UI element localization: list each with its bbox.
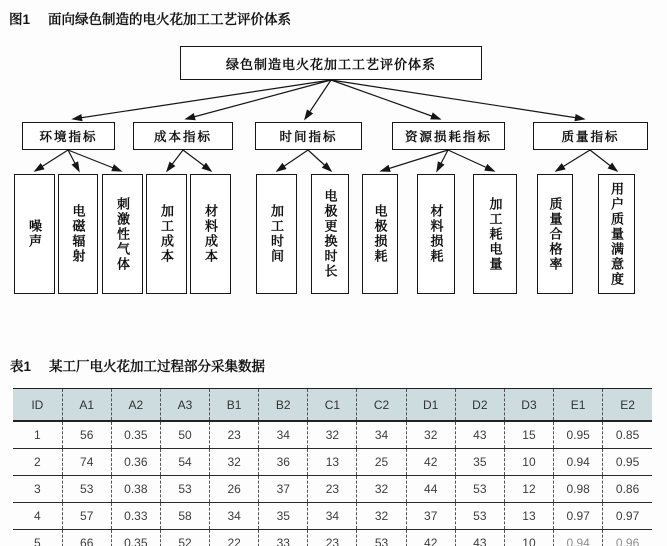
- table-cell: 34: [210, 503, 259, 530]
- table-row: [13, 421, 652, 449]
- table-caption: [10, 355, 265, 375]
- figure-title: 面向绿色制造的电火花加工工艺评价体系: [48, 12, 292, 27]
- table-row: [13, 476, 652, 503]
- table-cell: 43: [455, 530, 504, 546]
- diagram-leaf-irritant-gas: 刺激性气体: [102, 174, 143, 294]
- table-cell: 10: [504, 449, 553, 476]
- table-cell: 4: [13, 503, 62, 530]
- table-cell: 0.33: [111, 503, 160, 530]
- diagram-leaf-processing-cost: 加工成本: [146, 174, 187, 294]
- col-header-d2: D2: [455, 389, 504, 422]
- table-cell: 0.38: [111, 476, 160, 503]
- table-row: [13, 530, 652, 546]
- table-cell: 32: [308, 421, 357, 449]
- data-table: [13, 388, 652, 546]
- table-cell: 32: [406, 421, 455, 449]
- col-header-e2: E2: [603, 389, 652, 422]
- table-cell: 0.97: [603, 503, 652, 530]
- col-header-b1: B1: [210, 389, 259, 422]
- diagram-category-environment: 环境指标: [22, 122, 115, 150]
- table-cell: 33: [259, 530, 308, 546]
- diagram-leaf-processing-time: 加工时间: [256, 174, 297, 294]
- table-cell: 52: [160, 530, 209, 546]
- col-header-id: ID: [13, 389, 62, 422]
- col-header-a3: A3: [160, 389, 209, 422]
- table-cell: 25: [357, 449, 406, 476]
- table-cell: 3: [13, 476, 62, 503]
- diagram-leaf-user-satisfaction: 用户质量满意度: [598, 174, 635, 294]
- table-cell: 53: [357, 530, 406, 546]
- diagram-leaf-pass-rate: 质量合格率: [537, 174, 573, 294]
- table-cell: 15: [504, 421, 553, 449]
- diagram-leaf-noise: 噪声: [14, 174, 55, 294]
- diagram-leaf-electrode-change-time: 电极更换时长: [311, 174, 349, 294]
- table-cell: 35: [455, 449, 504, 476]
- table-cell: 0.94: [554, 449, 603, 476]
- col-header-e1: E1: [554, 389, 603, 422]
- diagram-leaf-electrode-loss: 电极损耗: [362, 174, 398, 294]
- table-cell: 32: [357, 503, 406, 530]
- table-cell: 0.97: [554, 503, 603, 530]
- table-row: [13, 503, 652, 530]
- table-cell: 2: [13, 449, 62, 476]
- table-cell: 53: [160, 476, 209, 503]
- table-cell: 0.86: [603, 476, 652, 503]
- table-cell: 36: [259, 449, 308, 476]
- table-cell: 0.36: [111, 449, 160, 476]
- table-cell: 35: [259, 503, 308, 530]
- table-cell: 66: [62, 530, 111, 546]
- col-header-d1: D1: [406, 389, 455, 422]
- diagram-leaf-material-cost: 材料成本: [190, 174, 231, 294]
- table-cell: 53: [62, 476, 111, 503]
- table-cell: 0.94: [554, 530, 603, 546]
- diagram-category-time: 时间指标: [255, 122, 362, 150]
- table-cell: 53: [455, 503, 504, 530]
- table-cell: 13: [308, 449, 357, 476]
- table-cell: 42: [406, 449, 455, 476]
- table-cell: 58: [160, 503, 209, 530]
- table-row: [13, 449, 652, 476]
- table-cell: 34: [357, 421, 406, 449]
- table-cell: 0.95: [554, 421, 603, 449]
- table-cell: 54: [160, 449, 209, 476]
- table-cell: 53: [455, 476, 504, 503]
- table-cell: 32: [210, 449, 259, 476]
- col-header-a2: A2: [111, 389, 160, 422]
- diagram-leaf-em-radiation: 电磁辐射: [58, 174, 98, 294]
- table-cell: 5: [13, 530, 62, 546]
- table-cell: 23: [308, 530, 357, 546]
- table-cell: 23: [210, 421, 259, 449]
- table-cell: 42: [406, 530, 455, 546]
- col-header-c2: C2: [357, 389, 406, 422]
- table-cell: 44: [406, 476, 455, 503]
- table-cell: 34: [308, 503, 357, 530]
- diagram-category-quality: 质量指标: [533, 122, 648, 150]
- table-cell: 56: [62, 421, 111, 449]
- table-title: 某工厂电火花加工过程部分采集数据: [49, 359, 266, 374]
- table-cell: 0.35: [111, 530, 160, 546]
- table-cell: 1: [13, 421, 62, 449]
- table-header-row: [13, 389, 652, 422]
- table-cell: 37: [406, 503, 455, 530]
- table-cell: 0.85: [603, 421, 652, 449]
- table-label: 表1: [10, 359, 32, 374]
- table-cell: 22: [210, 530, 259, 546]
- col-header-b2: B2: [259, 389, 308, 422]
- col-header-d3: D3: [504, 389, 553, 422]
- diagram-leaf-power-consumption: 加工耗电量: [473, 174, 517, 294]
- table-cell: 23: [308, 476, 357, 503]
- table-cell: 0.35: [111, 421, 160, 449]
- table-cell: 13: [504, 503, 553, 530]
- table-cell: 34: [259, 421, 308, 449]
- table-cell: 10: [504, 530, 553, 546]
- figure-caption: [9, 8, 291, 28]
- table-cell: 50: [160, 421, 209, 449]
- diagram-category-cost: 成本指标: [133, 122, 233, 150]
- table-cell: 43: [455, 421, 504, 449]
- table-cell: 32: [357, 476, 406, 503]
- table-cell: 37: [259, 476, 308, 503]
- diagram-leaf-material-loss: 材料损耗: [417, 174, 455, 294]
- col-header-c1: C1: [308, 389, 357, 422]
- table-cell: 0.96: [603, 530, 652, 546]
- table-cell: 57: [62, 503, 111, 530]
- col-header-a1: A1: [62, 389, 111, 422]
- table-cell: 0.98: [554, 476, 603, 503]
- diagram-root-box: 绿色制造电火花加工工艺评价体系: [180, 46, 482, 80]
- diagram-category-resource: 资源损耗指标: [392, 122, 505, 150]
- table-cell: 26: [210, 476, 259, 503]
- table-cell: 12: [504, 476, 553, 503]
- figure-label: 图1: [9, 12, 31, 27]
- table-cell: 0.95: [603, 449, 652, 476]
- table-cell: 74: [62, 449, 111, 476]
